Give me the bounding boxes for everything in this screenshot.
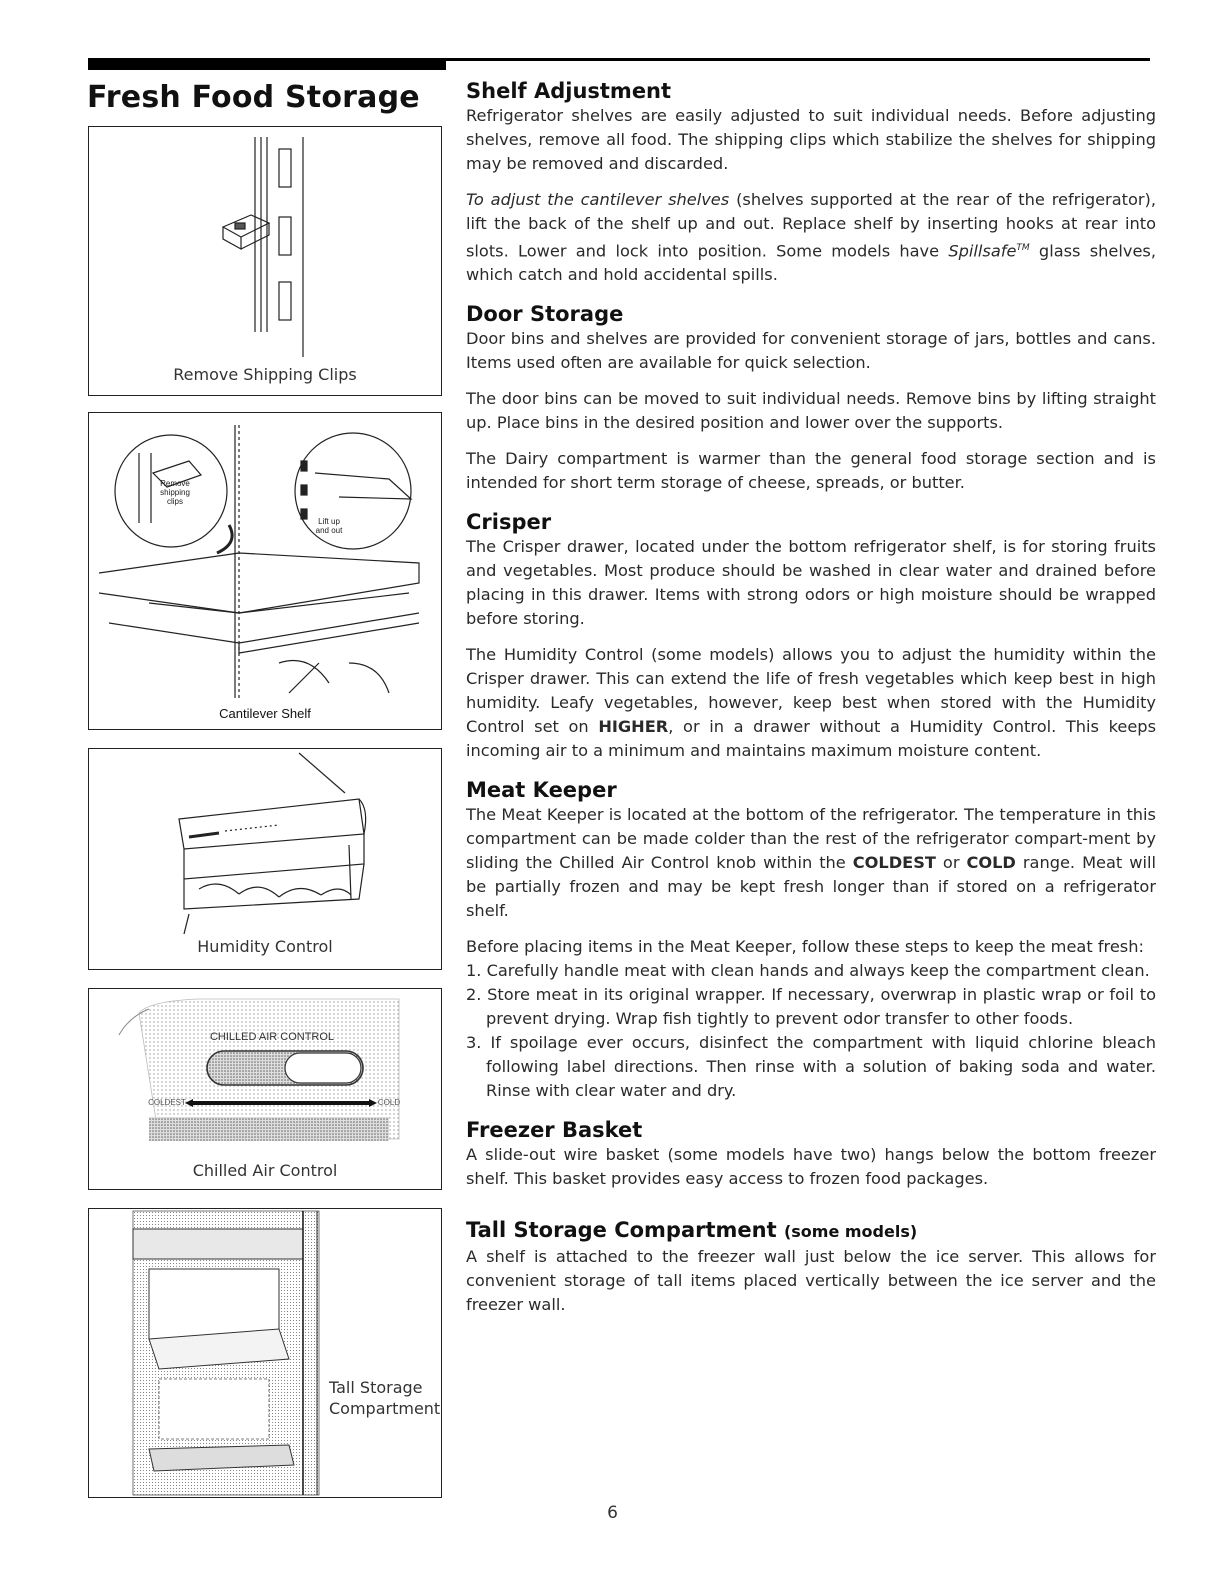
figure-cantilever-shelf xyxy=(88,412,442,730)
cantilever-shelf-illustration xyxy=(89,413,440,703)
freezer-paragraph-1: A slide-out wire basket (some models have two) hangs below the bottom freezer shelf. This basket provides easy access to frozen food packages. xyxy=(466,1145,1156,1189)
door-paragraph-2: The door bins can be moved to suit individual needs. Remove bins by lifting straight up. Place bins in the desired position and lower over the supports. xyxy=(466,389,1156,433)
tall-heading-qualifier: (some models) xyxy=(783,1222,918,1242)
heading-crisper: Crisper xyxy=(466,510,552,535)
tall-paragraph-1: A shelf is attached to the freezer wall just below the ice server. This allows for convenient storage of tall items placed vertically between the ice server and the freezer wall. xyxy=(466,1247,1156,1315)
figure-humidity-control xyxy=(88,748,442,970)
tall-storage-illustration xyxy=(89,1209,440,1497)
crisper-paragraph-1: The Crisper drawer, located under the bottom refrigerator shelf, is for storing fruits and vegetables. Most produce should be washed in clear water and drained before placing in this drawer. Items with strong odors or high moisture should be wrapped before storing. xyxy=(466,537,1156,629)
figure-chilled-air-control xyxy=(88,988,442,1190)
figure-tall-storage xyxy=(88,1208,442,1498)
humidity-control-illustration xyxy=(89,749,440,939)
remove-shipping-clips-label: Remove shipping clips xyxy=(160,479,190,506)
shelf-paragraph-2 xyxy=(466,188,1156,287)
meat-paragraph-1-end: range. Meat will be partially frozen and may be kept fresh longer than if stored on a refrigerator shelf. xyxy=(466,853,1156,921)
higher-setting: HIGHER xyxy=(598,717,669,737)
meat-paragraph-2: Before placing items in the Meat Keeper, follow these steps to keep the meat fresh: xyxy=(466,937,1144,957)
cold-setting: COLD xyxy=(966,853,1016,873)
crisper-paragraph-2-end: , or in a drawer without a Humidity Control. This keeps incoming air to a minimum and maintains maximum moisture content. xyxy=(466,717,1157,761)
caption-chilled-air-control: Chilled Air Control xyxy=(192,1161,338,1180)
tall-heading-text: Tall Storage Compartment xyxy=(466,1218,777,1243)
meat-paragraph-1-or: or xyxy=(935,853,967,873)
trademark-mark: TM xyxy=(1016,243,1030,253)
coldest-setting: COLDEST xyxy=(852,853,936,873)
chilled-air-control-illustration xyxy=(89,989,440,1159)
shelf-paragraph-2-end: glass shelves, which catch and hold accidental spills. xyxy=(466,241,1156,285)
heading-meat-keeper: Meat Keeper xyxy=(466,778,617,803)
crisper-paragraph-2 xyxy=(466,643,1156,763)
caption-shipping-clips: Remove Shipping Clips xyxy=(173,365,357,384)
caption-humidity-control: Humidity Control xyxy=(197,937,333,956)
lift-up-label: Lift up and out xyxy=(315,517,343,535)
page-number: 6 xyxy=(607,1503,618,1523)
meat-step: 2. Store meat in its original wrapper. If necessary, overwrap in plastic wrap or foil to prevent drying. Wrap fish tightly to prevent odor transfer to other foods. xyxy=(466,985,1156,1029)
door-paragraph-1: Door bins and shelves are provided for convenient storage of jars, bottles and cans. Items used often are available for quick selection. xyxy=(466,329,1156,373)
meat-steps-list xyxy=(466,959,1156,1103)
meat-paragraph-1 xyxy=(466,803,1156,923)
figure-shipping-clips xyxy=(88,126,442,396)
heading-freezer-basket: Freezer Basket xyxy=(466,1118,643,1143)
caption-tall-storage: Tall Storage Compartment xyxy=(329,1378,441,1418)
coldest-label: COLDEST xyxy=(148,1098,186,1107)
page-title: Fresh Food Storage xyxy=(87,80,420,115)
meat-step: 1. Carefully handle meat with clean hands and always keep the compartment clean. xyxy=(466,961,1150,981)
meat-paragraph-1-text: The Meat Keeper is located at the bottom of the refrigerator. The temperature in this compartment can be made colder than the rest of the refrigerator compart-ment by sliding the Chilled Air Control knob within the xyxy=(466,805,1156,873)
header-rule-thin xyxy=(446,58,1150,61)
crisper-paragraph-2-text: The Humidity Control (some models) allows you to adjust the humidity within the Crisper drawer. This can extend the life of fresh vegetables which keep best in high humidity. Leafy vegetables, however, keep best when stored with the Humidity Control set on xyxy=(466,645,1156,737)
shipping-clips-illustration xyxy=(89,127,440,367)
shelf-paragraph-1: Refrigerator shelves are easily adjusted to suit individual needs. Before adjusting shelves, remove all food. The shipping clips which stabilize the shelves for shipping may be removed and discarded. xyxy=(466,106,1156,173)
heading-door-storage: Door Storage xyxy=(466,302,624,327)
spillsafe-brand: Spillsafe xyxy=(948,241,1017,261)
heading-shelf-adjustment: Shelf Adjustment xyxy=(466,79,672,103)
shelf-paragraph-2-text: (shelves supported at the rear of the refrigerator), lift the back of the shelf up and out. Replace shelf by inserting hooks at rear into slots. Lower and lock into position. Some models have xyxy=(466,190,1157,261)
header-rule-thick xyxy=(88,58,446,70)
shelf-paragraph-2-emphasis: To adjust the cantilever shelves xyxy=(466,190,730,209)
content-column xyxy=(466,78,1156,1317)
door-paragraph-3: The Dairy compartment is warmer than the general food storage section and is intended for short term storage of cheese, spreads, or butter. xyxy=(466,449,1156,493)
heading-tall-storage xyxy=(466,1217,1156,1245)
chilled-panel-label: CHILLED AIR CONTROL xyxy=(209,1031,335,1043)
meat-step: 3. If spoilage ever occurs, disinfect the compartment with liquid chlorine bleach following label directions. Then rinse with a solution of baking soda and water. Rinse with clear water and dry. xyxy=(466,1033,1156,1101)
caption-cantilever-shelf: Cantilever Shelf xyxy=(219,706,311,721)
cold-label: COLD xyxy=(377,1098,401,1107)
